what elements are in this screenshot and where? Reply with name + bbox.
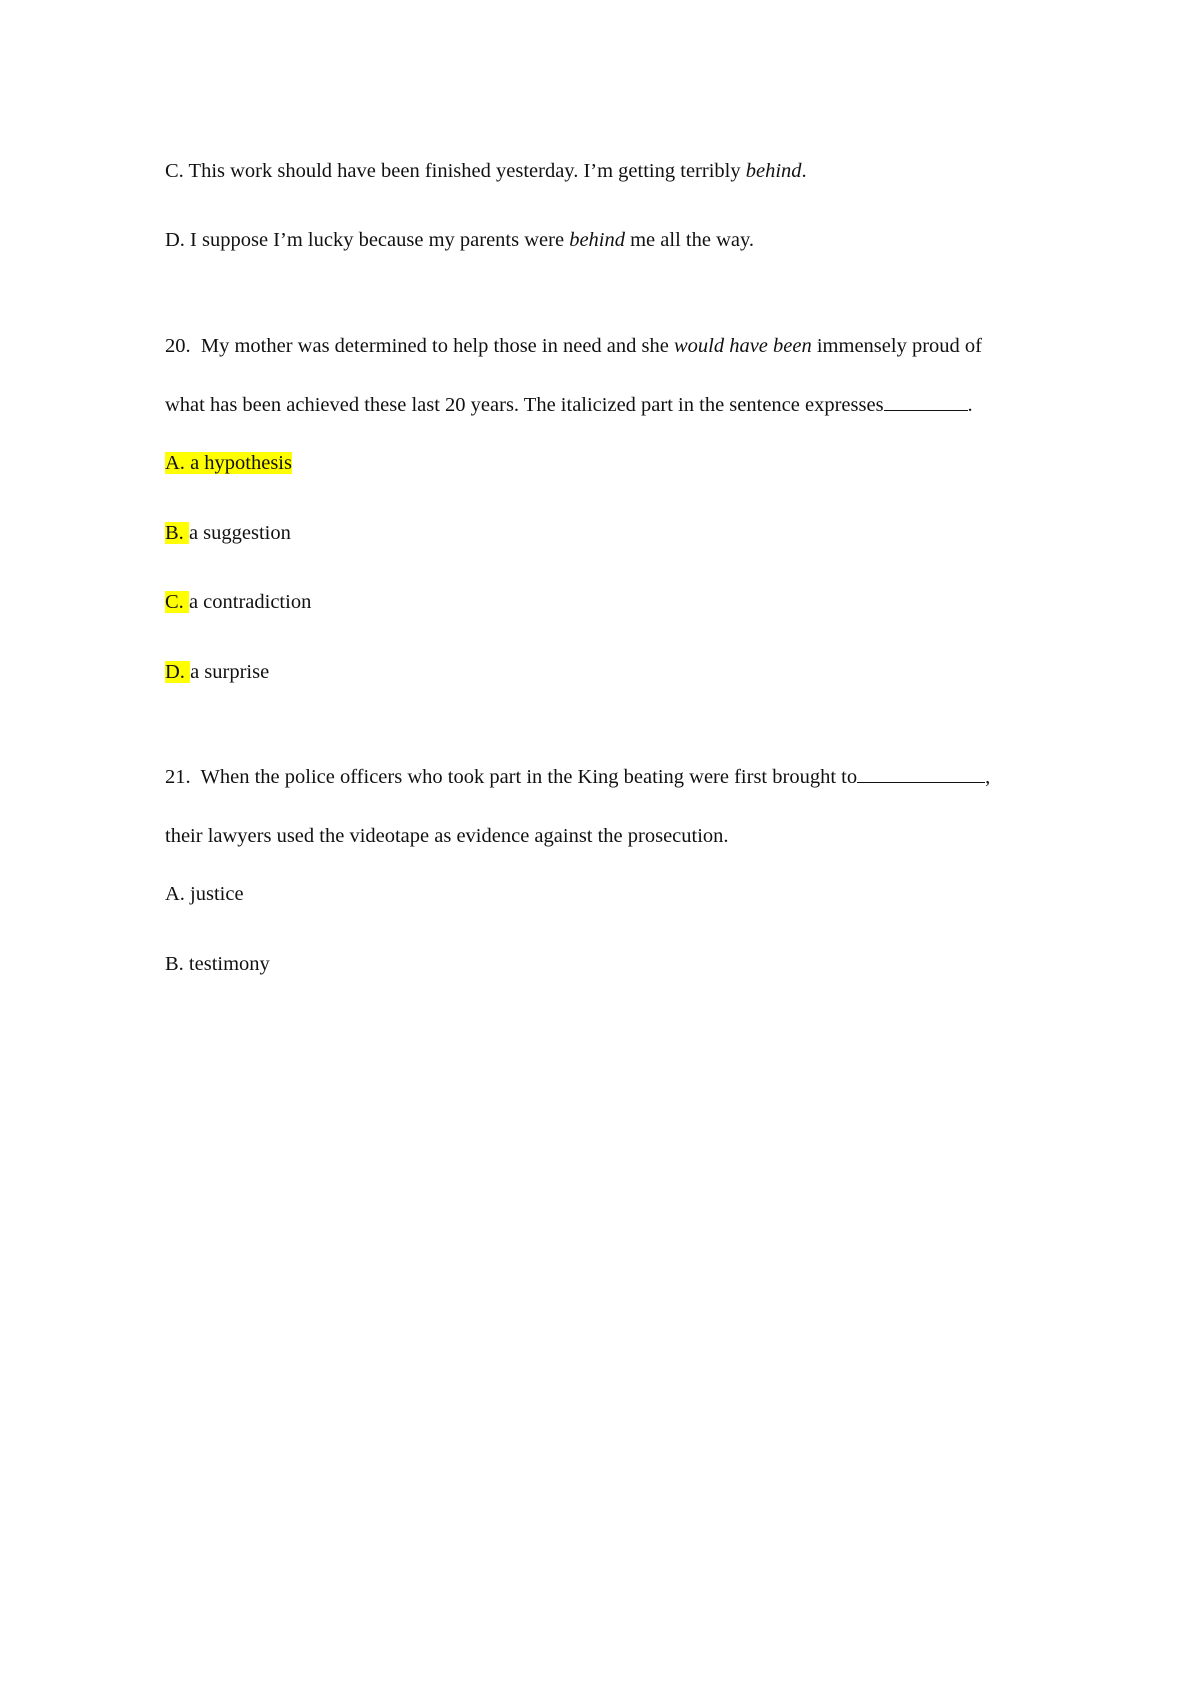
answer-blank <box>857 764 985 783</box>
option-d-text: D. I suppose I’m lucky because my parents were <box>165 229 570 251</box>
option-c-italic: behind <box>745 160 802 182</box>
option-d-prev <box>165 227 754 253</box>
option-d-end: me all the way. <box>624 229 755 251</box>
q20-option-c <box>165 589 311 615</box>
q21-text-1: 21. When the police officers who took part in the King beating were first brought to <box>165 766 858 788</box>
option-a-highlight <box>165 452 292 474</box>
q20-text-1: 20. My mother was determined to help those in need and she <box>165 335 674 357</box>
q21-option-a: A. justice <box>165 883 244 905</box>
option-text: a surprise <box>190 661 270 683</box>
option-c-text: C. This work should have been finished yesterday. I’m getting terribly <box>165 160 746 182</box>
q20-option-b <box>165 520 291 546</box>
option-c-end: . <box>801 160 807 182</box>
question-20-line-1 <box>165 333 982 359</box>
option-letter: A. <box>165 452 191 474</box>
option-text: a suggestion <box>188 522 291 544</box>
q20-text-2: immensely proud of <box>811 335 982 357</box>
question-21-line-2: their lawyers used the videotape as evidence against the prosecution. <box>165 825 729 847</box>
q20-option-a <box>165 450 292 476</box>
option-text: a hypothesis <box>190 452 292 474</box>
question-21-line-1 <box>165 764 990 790</box>
q20-period: . <box>967 394 973 416</box>
question-20-line-2 <box>165 392 973 418</box>
q20-text-3: what has been achieved these last 20 years. The italicized part in the sentence expresses <box>165 394 884 416</box>
q21-comma: , <box>985 766 991 788</box>
q21-option-b: B. testimony <box>165 953 270 975</box>
q20-option-d <box>165 659 269 685</box>
option-letter-highlight: D. <box>165 661 191 683</box>
option-d-italic: behind <box>569 229 625 251</box>
option-letter-highlight: C. <box>165 591 189 613</box>
option-c-prev <box>165 158 807 184</box>
q20-italic-phrase: would have been <box>673 335 812 357</box>
option-text: a contradiction <box>188 591 312 613</box>
answer-blank <box>884 392 968 411</box>
option-letter-highlight: B. <box>165 522 189 544</box>
